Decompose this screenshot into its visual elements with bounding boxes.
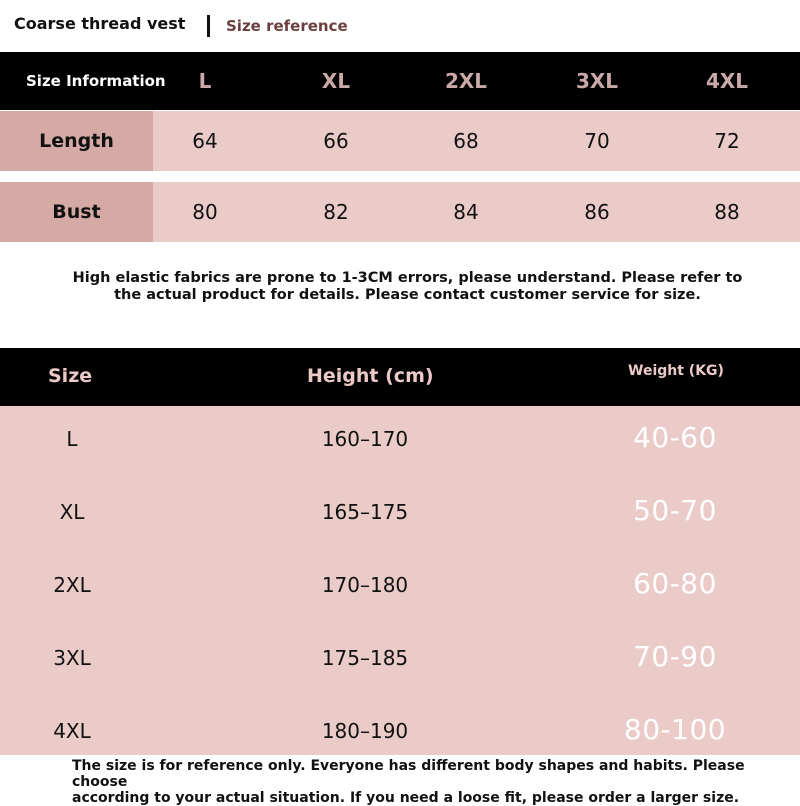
size-info-header-label: Size Information	[26, 72, 166, 90]
table-row	[0, 701, 800, 761]
recommendation-header-row	[0, 348, 800, 406]
column-header: XL	[321, 69, 351, 93]
note-line: High elastic fabrics are prone to 1-3CM errors, please understand. Please refer to	[72, 270, 743, 286]
table-row	[0, 482, 800, 542]
column-header-weight: Weight (KG)	[628, 363, 724, 379]
recommendation-table-body	[0, 406, 800, 755]
height-cell: 170–180	[321, 573, 409, 597]
table-cell: 70	[584, 129, 610, 153]
size-cell: XL	[59, 500, 85, 524]
table-cell: 86	[584, 200, 610, 224]
column-header: L	[198, 69, 212, 93]
size-info-header-row	[0, 52, 800, 110]
weight-cell: 40-60	[633, 421, 717, 454]
size-cell: 2XL	[53, 573, 91, 597]
column-header-height: Height (cm)	[307, 365, 434, 387]
column-header: 3XL	[575, 69, 619, 93]
weight-cell: 60-80	[633, 567, 717, 600]
column-header-size: Size	[48, 365, 93, 387]
table-cell: 68	[453, 129, 479, 153]
error-tolerance-note	[40, 270, 775, 304]
note-line: The size is for reference only. Everyone has different body shapes and habits. Please choose	[72, 758, 745, 790]
note-line: according to your actual situation. If you need a loose fit, please order a larger size.	[72, 790, 740, 806]
reference-disclaimer-note	[72, 758, 762, 806]
size-cell: 4XL	[53, 719, 91, 743]
column-header: 2XL	[444, 69, 488, 93]
height-cell: 165–175	[321, 500, 409, 524]
table-row	[0, 628, 800, 688]
row-label-length: Length	[0, 111, 153, 171]
table-cell: 72	[714, 129, 740, 153]
size-cell: 3XL	[53, 646, 91, 670]
table-cell: 64	[192, 129, 218, 153]
table-cell: 88	[714, 200, 740, 224]
table-row-length	[0, 111, 800, 171]
table-row-bust	[0, 182, 800, 242]
note-line: the actual product for details. Please contact customer service for size.	[114, 287, 701, 303]
title-divider	[207, 15, 210, 37]
column-header: 4XL	[705, 69, 749, 93]
height-cell: 175–185	[321, 646, 409, 670]
weight-cell: 50-70	[633, 494, 717, 527]
table-cell: 82	[323, 200, 349, 224]
table-row	[0, 555, 800, 615]
row-label-bust: Bust	[0, 182, 153, 242]
table-cell: 80	[192, 200, 218, 224]
weight-cell: 70-90	[633, 640, 717, 673]
height-cell: 180–190	[321, 719, 409, 743]
page-header	[0, 0, 800, 52]
page-subtitle: Size reference	[226, 17, 348, 35]
table-cell: 66	[323, 129, 349, 153]
page-title: Coarse thread vest	[14, 14, 186, 33]
height-cell: 160–170	[321, 427, 409, 451]
table-row	[0, 409, 800, 469]
size-cell: L	[66, 427, 78, 451]
table-cell: 84	[453, 200, 479, 224]
weight-cell: 80-100	[623, 713, 727, 746]
